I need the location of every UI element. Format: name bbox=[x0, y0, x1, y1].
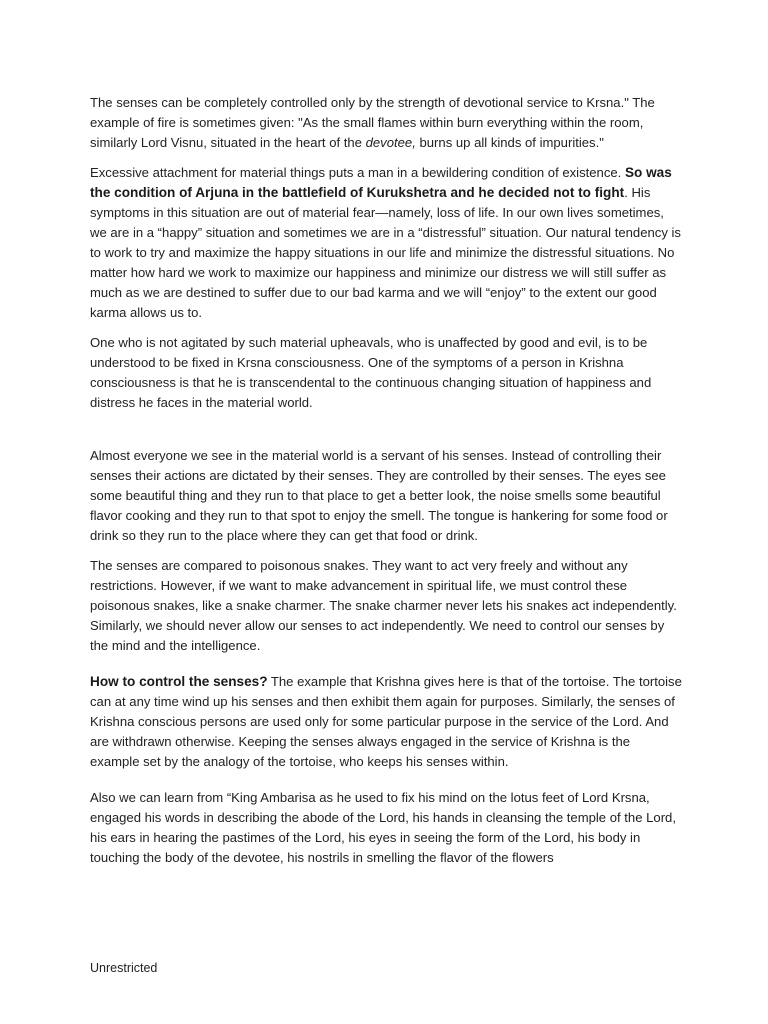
text-run-italic: devotee, bbox=[365, 135, 416, 150]
classification-label: Unrestricted bbox=[90, 961, 158, 975]
text-run: Also we can learn from “King Ambarisa as he used to fix his mind on the lotus feet of Lord Krsna, engaged his words in describing the abode of the Lord, his hands in cleansing the temple of the Lord, his ears in hearing the pastimes of the Lord, his eyes in seeing the form of the Lord, his body in touching the body of the devotee, his nostrils in smelling the flavor of the flowers bbox=[90, 790, 676, 865]
text-run-bold: So was the condition of Arjuna in the battlefield of Kurukshetra and he decided not to fight bbox=[90, 165, 672, 200]
paragraph-tortoise bbox=[90, 672, 682, 772]
paragraph-poisonous-snakes bbox=[90, 556, 682, 656]
document-page bbox=[90, 93, 682, 878]
text-run: . His symptoms in this situation are out of material fear—namely, loss of life. In our own lives sometimes, we are in a “happy” situation and sometimes we are in a “distressful” situation. Our natural tendency is to work to try and maximize the happy situations in our life and minimize the distressful situations. No matter how hard we work to maximize our happiness and minimize our distress we will still suffer as much as we are destined to suffer due to our bad karma and we will “enjoy” to the extent our good karma allows us to. bbox=[90, 185, 681, 320]
text-run: burns up all kinds of impurities." bbox=[415, 135, 604, 150]
paragraph-devotional-service bbox=[90, 93, 682, 153]
text-run: The senses are compared to poisonous snakes. They want to act very freely and without any restrictions. However, if we want to make advancement in spiritual life, we must control these poisonous snakes, like a snake charmer. The snake charmer never lets his snakes act independently. Similarly, we should never allow our senses to act independently. We need to control our senses by the mind and the intelligence. bbox=[90, 558, 677, 653]
paragraph-king-ambarisa bbox=[90, 788, 682, 868]
text-run: Almost everyone we see in the material world is a servant of his senses. Instead of controlling their senses their actions are dictated by their senses. They are controlled by their senses. The eyes see some beautiful thing and they run to that place to get a better look, the noise smells some beautiful flavor cooking and they run to that spot to enjoy the smell. The tongue is hankering for some food or drink so they run to the place where they can get that food or drink. bbox=[90, 448, 668, 543]
paragraph-servant-of-senses bbox=[90, 446, 682, 546]
text-run: One who is not agitated by such material upheavals, who is unaffected by good and evil, is to be understood to be fixed in Krsna consciousness. One of the symptoms of a person in Krishna consciousness is that he is transcendental to the continuous changing situation of happiness and distress he faces in the material world. bbox=[90, 335, 652, 410]
text-run-bold: How to control the senses? bbox=[90, 674, 268, 689]
paragraph-material-attachment bbox=[90, 163, 682, 323]
text-run: The example that Krishna gives here is that of the tortoise. The tortoise can at any time wind up his senses and then exhibit them again for purposes. Similarly, the senses of Krishna conscious persons are used only for some particular purpose in the service of the Lord. And are withdrawn otherwise. Keeping the senses always engaged in the service of Krishna is the example set by the analogy of the tortoise, who keeps his senses within. bbox=[90, 674, 682, 769]
text-run: The senses can be completely controlled only by the strength of devotional service to Krsna." The example of fire is sometimes given: "As the small flames within burn everything within the room, similarly Lord Visnu, situated in the heart of the bbox=[90, 95, 655, 150]
text-run: Excessive attachment for material things puts a man in a bewildering condition of existence. bbox=[90, 165, 625, 180]
paragraph-krsna-consciousness bbox=[90, 333, 682, 413]
